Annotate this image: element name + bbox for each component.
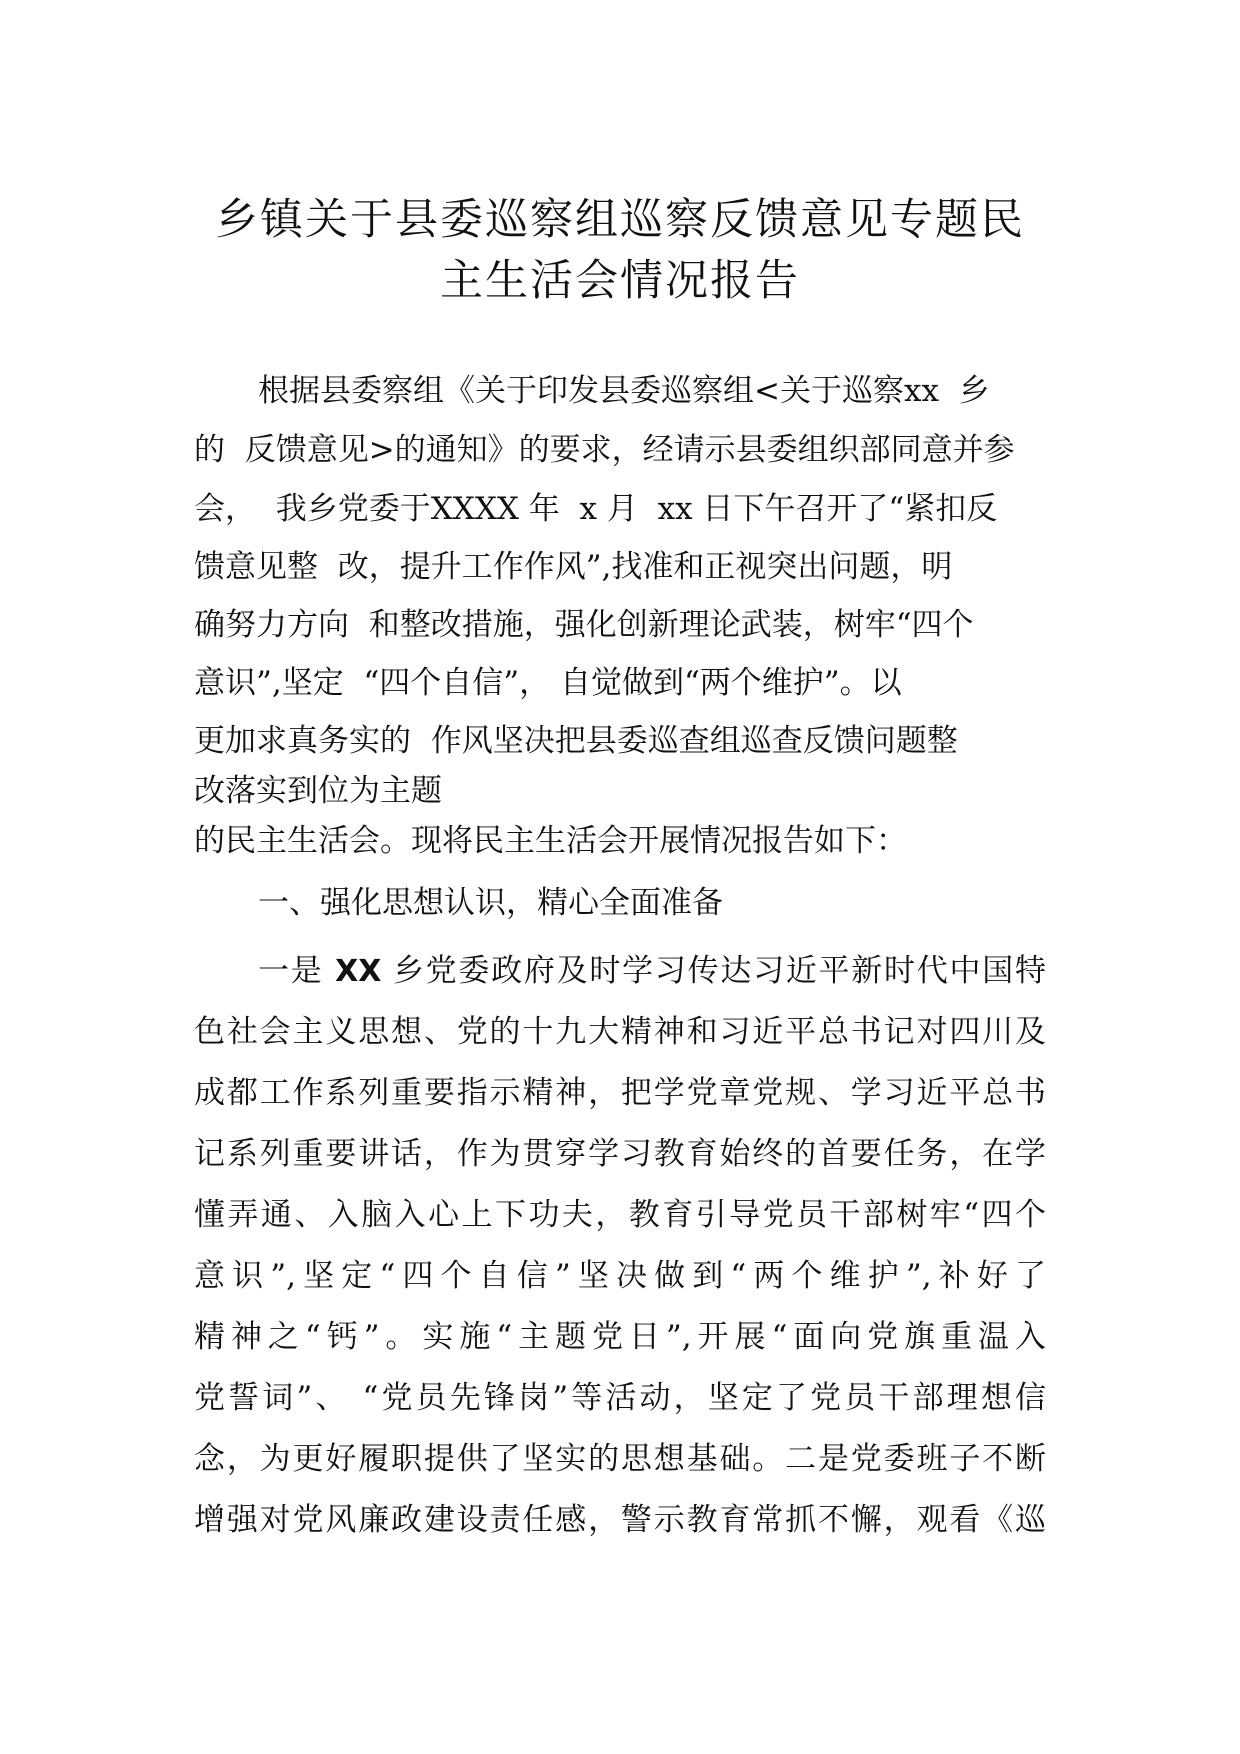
body-line: 增强对党风廉政建设责任感，警示教育常抓不懈，观看《巡 <box>194 1502 1046 1538</box>
section-heading: 一、强化思想认识，精心全面准备 <box>258 885 723 921</box>
intro-line: 的民主生活会。现将民主生活会开展情况报告如下： <box>194 823 907 859</box>
intro-line: 意识”,坚定 “四个自信”， 自觉做到“两个维护”。以 <box>194 665 902 701</box>
intro-line: 确努力方向 和整改措施，强化创新理论武装，树牢“四个 <box>194 607 974 643</box>
body-line: 精神之“钙”。实施“主题党日”,开展“面向党旗重温入 <box>194 1319 1046 1355</box>
body-line: 念，为更好履职提供了坚实的思想基础。二是党委班子不断 <box>194 1441 1046 1477</box>
body-line: 意识”,坚定“四个自信”坚决做到“两个维护”,补好了 <box>194 1258 1046 1294</box>
body-line-first <box>258 953 1046 989</box>
body-line: 记系列重要讲话，作为贯穿学习教育始终的首要任务，在学 <box>194 1136 1046 1172</box>
intro-line: 更加求真务实的 作风坚决把县委巡查组巡查反馈问题整 <box>194 723 958 759</box>
body-first-rest: 乡党委政府及时学习传达习近平新时代中国特 <box>381 953 1046 989</box>
intro-line: 根据县委察组《关于印发县委巡察组<关于巡察xx 乡 <box>258 373 990 409</box>
document-title-line-1: 乡镇关于县委巡察组巡察反馈意见专题民 <box>215 195 1025 245</box>
body-first-prefix: 一是 <box>258 953 336 989</box>
intro-line: 的 反馈意见>的通知》的要求，经请示县委组织部同意并参 <box>194 432 1015 468</box>
body-line: 党誓词”、 “党员先锋岗”等活动，坚定了党员干部理想信 <box>194 1380 1046 1416</box>
intro-line: 改落实到位为主题 <box>194 773 442 809</box>
body-line: 成都工作系列重要指示精神，把学党章党规、学习近平总书 <box>194 1075 1046 1111</box>
body-line: 色社会主义思想、党的十九大精神和习近平总书记对四川及 <box>194 1014 1046 1050</box>
body-line: 懂弄通、入脑入心上下功夫，教育引导党员干部树牢“四个 <box>194 1197 1046 1233</box>
intro-line: 会， 我乡党委于XXXX 年 x 月 xx 日下午召开了“紧扣反 <box>194 491 998 527</box>
body-first-bold: XX <box>335 954 382 989</box>
document-title-line-2: 主生活会情况报告 <box>440 256 800 306</box>
intro-line: 馈意见整 改，提升工作作风”,找准和正视突出问题，明 <box>194 549 953 585</box>
